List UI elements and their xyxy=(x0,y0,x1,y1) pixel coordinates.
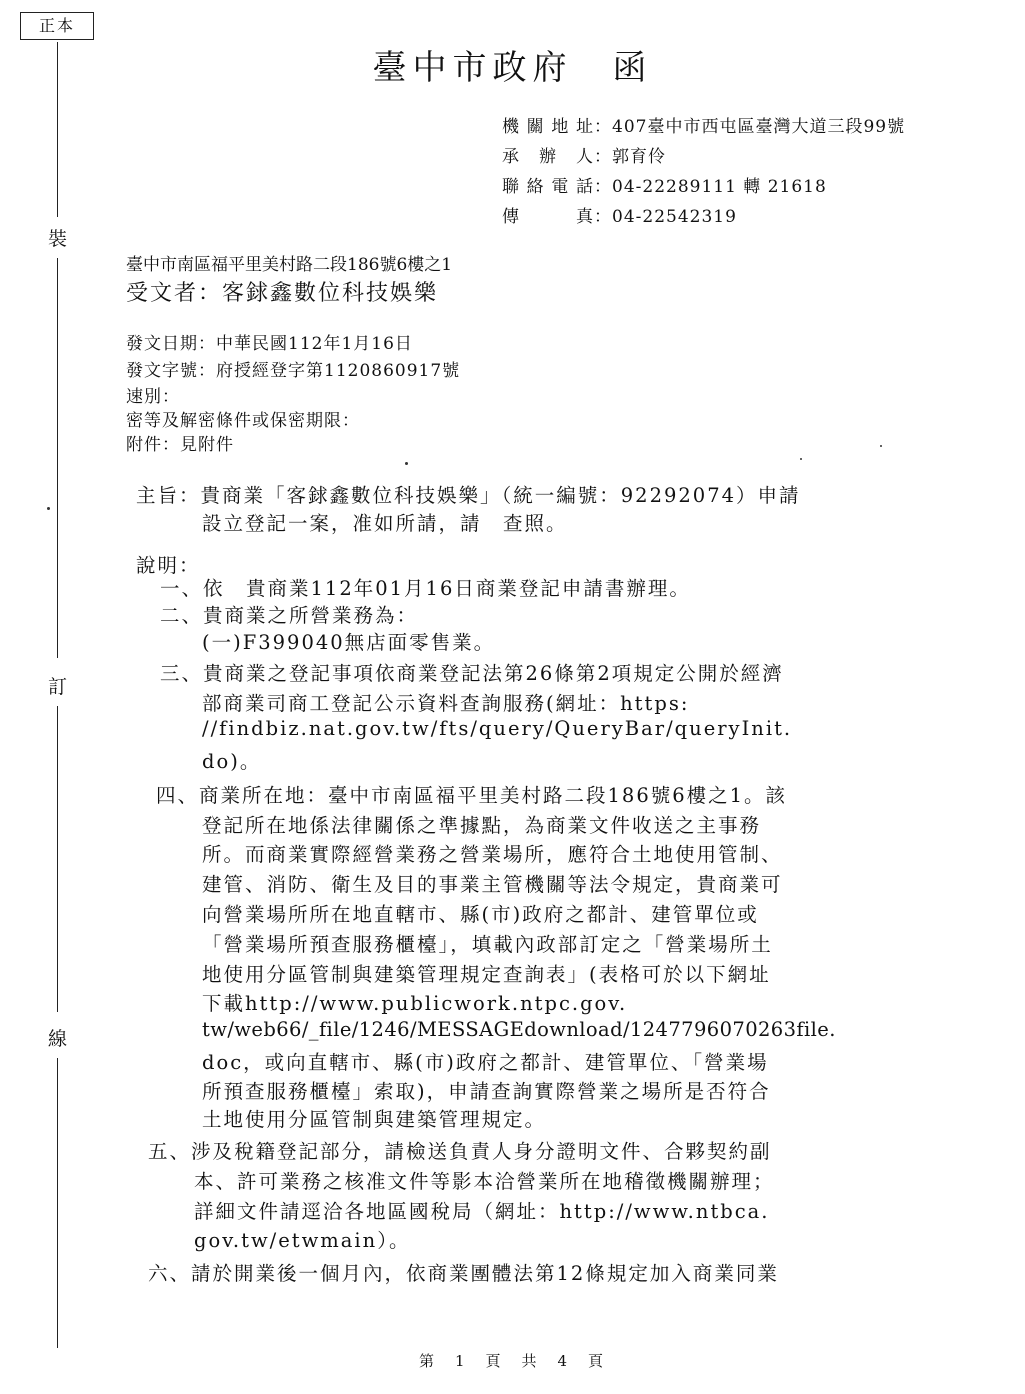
agency-fax-row xyxy=(502,202,737,227)
agency-phone: ：04-22289111 轉 21618 xyxy=(594,177,827,197)
item-4-line-2: 登記所在地係法律關係之準據點，為商業文件收送之主事務 xyxy=(202,814,762,837)
recipient-address: 臺中市南區福平里美村路二段186號6樓之1 xyxy=(126,255,453,275)
scan-speck xyxy=(800,458,802,460)
agency-address: ：407臺中市西屯區臺灣大道三段99號 xyxy=(594,117,906,137)
agency-fax: ：04-22542319 xyxy=(594,207,737,227)
agency-address-label: 機關地址 xyxy=(502,117,594,137)
binding-mark-top: 裝 xyxy=(48,228,68,250)
page-number: 第 1 頁 共 4 頁 xyxy=(418,1352,607,1370)
item-3-line-4: do)。 xyxy=(202,750,262,773)
item-3-line-2: 部商業司商工登記公示資料查詢服務(網址：https: xyxy=(202,692,690,715)
binding-line-segment xyxy=(57,706,58,1012)
subject-line-2: 設立登記一案，准如所請，請 查照。 xyxy=(202,512,568,535)
document-number: 發文字號：府授經登字第1120860917號 xyxy=(126,361,461,381)
secrecy-level: 密等及解密條件或保密期限： xyxy=(126,411,360,431)
agency-handler: ：郭育伶 xyxy=(594,147,666,167)
scan-speck xyxy=(47,507,50,510)
agency-phone-row xyxy=(502,172,827,197)
binding-mark-middle: 訂 xyxy=(48,676,68,698)
item-4-line-5: 向營業場所所在地直轄市、縣(市)政府之都計、建管單位或 xyxy=(202,903,759,926)
binding-line-segment xyxy=(57,1058,58,1348)
item-3-line-1: 三、貴商業之登記事項依商業登記法第26條第2項規定公開於經濟 xyxy=(160,662,784,685)
issue-date: 發文日期：中華民國112年1月16日 xyxy=(126,334,413,354)
document-title: 臺中市政府 函 xyxy=(372,48,653,88)
item-1: 一、依 貴商業112年01月16日商業登記申請書辦理。 xyxy=(160,577,691,600)
subject-line-1: 主旨：貴商業「客銶鑫數位科技娛樂」（統一編號：92292074）申請 xyxy=(136,484,801,507)
agency-address-row xyxy=(502,112,905,137)
item-4-line-8: 下載http://www.publicwork.ntpc.gov. xyxy=(202,992,628,1015)
item-4-line-11: 所預查服務櫃檯」索取)，申請查詢實際營業之場所是否符合 xyxy=(202,1080,771,1103)
item-6-line-1: 六、請於開業後一個月內，依商業團體法第12條規定加入商業同業 xyxy=(148,1262,779,1285)
item-5-line-4: gov.tw/etwmain）。 xyxy=(194,1229,411,1252)
explanation-label: 說明： xyxy=(136,554,201,577)
item-2-line-2: (一)F399040無店面零售業。 xyxy=(202,631,496,654)
item-4-line-9: tw/web66/_file/1246/MESSAGEdownload/1247796070263file. xyxy=(202,1018,836,1041)
item-4-line-3: 所。而商業實際經營業務之營業場所，應符合土地使用管制、 xyxy=(202,843,783,866)
binding-mark-bottom: 線 xyxy=(48,1028,68,1050)
binding-line-segment xyxy=(57,258,58,658)
item-3-line-3: //findbiz.nat.gov.tw/fts/query/QueryBar/queryInit. xyxy=(202,717,793,740)
agency-phone-label: 聯絡電話 xyxy=(502,177,594,197)
item-4-line-12: 土地使用分區管制與建築管理規定。 xyxy=(202,1108,547,1131)
agency-fax-label: 傳 真 xyxy=(502,207,594,227)
item-4-line-4: 建管、消防、衛生及目的事業主管機關等法令規定，貴商業可 xyxy=(202,873,783,896)
item-5-line-1: 五、涉及稅籍登記部分，請檢送負責人身分證明文件、合夥契約副 xyxy=(148,1140,772,1163)
scan-speck xyxy=(880,445,882,447)
item-4-line-6: 「營業場所預查服務櫃檯」，填載內政部訂定之「營業場所土 xyxy=(202,933,773,956)
original-copy-stamp: 正本 xyxy=(20,12,94,40)
attachment: 附件：見附件 xyxy=(126,435,234,455)
agency-handler-label: 承 辦 人 xyxy=(502,147,594,167)
item-4-line-7: 地使用分區管制與建築管理規定查詢表」(表格可於以下網址 xyxy=(202,963,771,986)
item-4-line-1: 四、商業所在地：臺中市南區福平里美村路二段186號6樓之1。該 xyxy=(156,784,788,807)
item-2-line-1: 二、貴商業之所營業務為： xyxy=(160,604,419,627)
item-4-line-10: doc，或向直轄市、縣(市)政府之都計、建管單位、「營業場 xyxy=(202,1051,769,1074)
delivery-speed: 速別： xyxy=(126,387,180,407)
recipient: 受文者：客銶鑫數位科技娛樂 xyxy=(126,281,439,306)
agency-handler-row xyxy=(502,142,666,167)
scan-speck xyxy=(405,462,408,465)
item-5-line-3: 詳細文件請逕洽各地區國稅局（網址：http://www.ntbca. xyxy=(194,1200,770,1223)
item-5-line-2: 本、許可業務之核准文件等影本洽營業所在地稽徵機關辦理； xyxy=(194,1170,775,1193)
